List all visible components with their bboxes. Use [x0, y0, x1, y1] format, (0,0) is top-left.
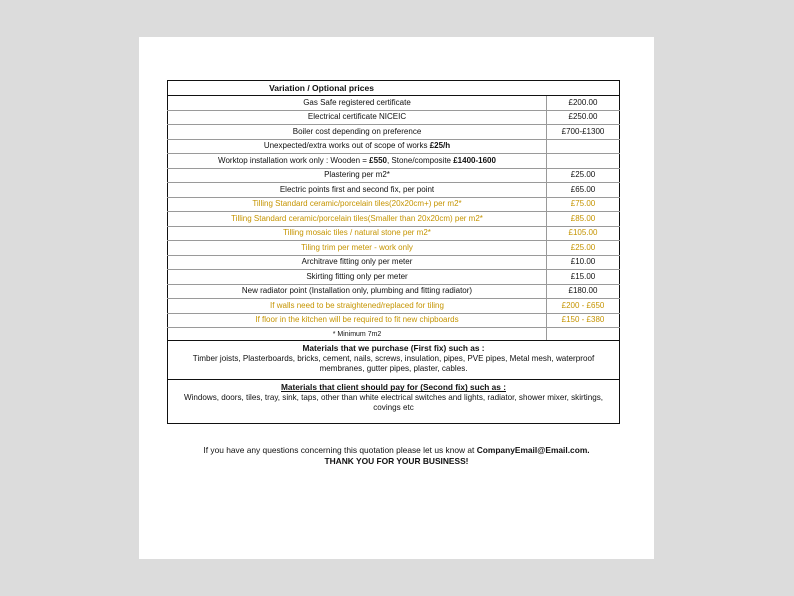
table-header — [168, 81, 620, 96]
row-description: Gas Safe registered certificate — [168, 96, 547, 111]
row-description-text: , Stone/composite — [386, 155, 454, 165]
document-page — [139, 37, 654, 559]
price-row — [168, 168, 620, 183]
stone-price: £1400-1600 — [453, 155, 496, 165]
row-price — [547, 154, 620, 169]
row-description: Skirting fitting only per meter — [168, 270, 547, 285]
row-description: New radiator point (Installation only, plumbing and fitting radiator) — [168, 284, 547, 299]
price-row — [168, 154, 620, 169]
row-price: £75.00 — [547, 197, 620, 212]
footer-email: CompanyEmail@Email.com. — [476, 445, 590, 455]
hourly-rate: £25/h — [429, 141, 451, 151]
row-price: £180.00 — [547, 284, 620, 299]
price-row — [168, 255, 620, 270]
price-row — [168, 226, 620, 241]
row-price: £25.00 — [547, 241, 620, 256]
table-header-text: Variation / Optional prices — [269, 82, 374, 93]
row-price: £250.00 — [547, 110, 620, 125]
row-description: Electrical certificate NICEIC — [168, 110, 547, 125]
materials-first-fix — [168, 341, 620, 380]
row-description: Tilling Standard ceramic/porcelain tiles(Smaller than 20x20cm) per m2* — [168, 212, 547, 227]
row-price: £10.00 — [547, 255, 620, 270]
row-description: Boiler cost depending on preference — [168, 125, 547, 140]
optional-prices-table — [167, 80, 620, 424]
price-row — [168, 183, 620, 198]
row-price: £150 - £380 — [547, 313, 620, 328]
row-description: Tilling mosaic tiles / natural stone per m2* — [168, 226, 547, 241]
row-price: £700-£1300 — [547, 125, 620, 140]
minimum-note: * Minimum 7m2 — [168, 328, 547, 341]
row-price: £200.00 — [547, 96, 620, 111]
row-description: Plastering per m2* — [168, 168, 547, 183]
price-row — [168, 96, 620, 111]
footer-question-line — [139, 445, 654, 456]
row-price: £15.00 — [547, 270, 620, 285]
price-row — [168, 313, 620, 328]
wooden-price: £550 — [369, 155, 387, 165]
materials-second-fix-title: Materials that client should pay for (Second fix) such as : — [281, 382, 506, 393]
row-description: Tilling Standard ceramic/porcelain tiles(20x20cm+) per m2* — [168, 197, 547, 212]
row-description: Tiling trim per meter - work only — [168, 241, 547, 256]
row-description: If walls need to be straightened/replaced for tiling — [168, 299, 547, 314]
row-description-text: Worktop installation work only : Wooden = — [218, 155, 370, 165]
price-row — [168, 125, 620, 140]
materials-second-fix-body: Windows, doors, tiles, tray, sink, taps, other than white electrical switches and lights, radiator, shower mixer, skirtings, covings etc — [183, 393, 604, 413]
footer — [139, 445, 654, 468]
price-row — [168, 284, 620, 299]
row-price: £200 - £650 — [547, 299, 620, 314]
row-description: Architrave fitting only per meter — [168, 255, 547, 270]
price-row — [168, 197, 620, 212]
materials-second-fix-row — [168, 380, 620, 423]
row-price: £105.00 — [547, 226, 620, 241]
row-description: Electric points first and second fix, per point — [168, 183, 547, 198]
price-row — [168, 270, 620, 285]
row-price: £85.00 — [547, 212, 620, 227]
table-header-row — [168, 81, 620, 96]
minimum-note-row — [168, 328, 620, 341]
price-row — [168, 110, 620, 125]
price-row — [168, 241, 620, 256]
footer-thanks — [139, 456, 654, 467]
materials-first-fix-row — [168, 341, 620, 380]
materials-first-fix-body: Timber joists, Plasterboards, bricks, cement, nails, screws, insulation, pipes, PVE pipes, Metal mesh, waterproof membranes, gutter pipes, plaster, cables. — [192, 353, 595, 373]
row-description — [168, 154, 547, 169]
row-price — [547, 139, 620, 154]
row-description — [168, 139, 547, 154]
materials-first-fix-title: Materials that we purchase (First fix) such as : — [302, 343, 485, 353]
row-price: £65.00 — [547, 183, 620, 198]
price-row — [168, 299, 620, 314]
footer-question-text: If you have any questions concerning this quotation please let us know at — [203, 445, 477, 455]
row-price: £25.00 — [547, 168, 620, 183]
materials-second-fix — [168, 380, 620, 423]
footer-thanks-text: THANK YOU FOR YOUR BUSINESS! — [324, 456, 469, 467]
price-row — [168, 212, 620, 227]
row-description-text: Unexpected/extra works out of scope of works — [263, 141, 430, 151]
price-row — [168, 139, 620, 154]
row-description: If floor in the kitchen will be required to fit new chipboards — [168, 313, 547, 328]
row-price-empty — [547, 328, 620, 341]
